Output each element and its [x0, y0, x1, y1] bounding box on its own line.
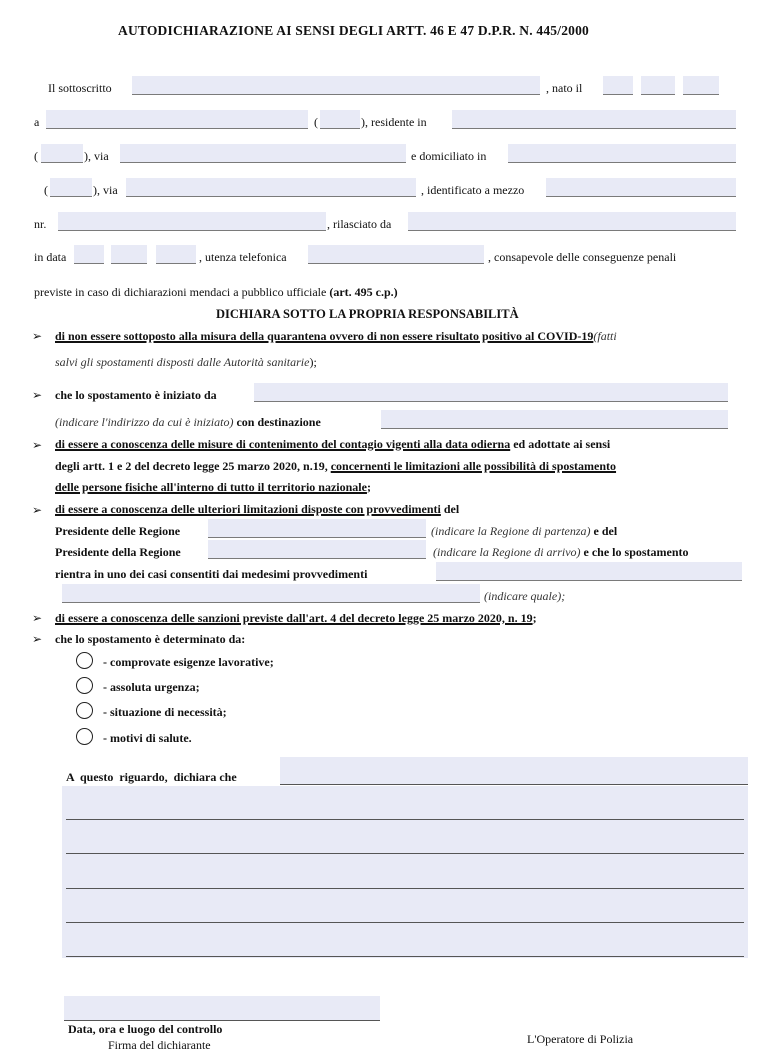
domicile-street-field[interactable] — [126, 178, 416, 197]
issue-year-field[interactable] — [156, 245, 196, 264]
declaration-reason: che lo spostamento è determinato da: — [55, 632, 246, 646]
declaration-start: che lo spostamento è iniziato da — [55, 388, 217, 402]
declaration-decree: degli artt. 1 e 2 del decreto legge 25 marzo 2020, n.19, concernenti le limitazioni alle possibilità di spostamento — [55, 459, 617, 473]
statement-line — [66, 922, 744, 923]
radio-circle-icon[interactable] — [76, 677, 93, 694]
birth-day-field[interactable] — [603, 76, 633, 95]
label-via-residenza: ), via — [84, 149, 109, 163]
statement-line — [66, 888, 744, 889]
label-sottoscritto: Il sottoscritto — [48, 81, 112, 95]
label-previste: previste in caso di dichiarazioni mendaci a pubblico ufficiale (art. 495 c.p.) — [34, 285, 398, 299]
birthplace-field[interactable] — [46, 110, 308, 129]
radio-circle-icon[interactable] — [76, 728, 93, 745]
statement-field-first[interactable] — [280, 757, 748, 784]
hint-arrival: (indicare la Regione di arrivo) e che lo spostamento — [433, 545, 689, 559]
birth-month-field[interactable] — [641, 76, 675, 95]
declaration-territory: delle persone fisiche all'interno di tutto il territorio nazionale; — [55, 480, 371, 494]
label-consapevole: , consapevole delle conseguenze penali — [488, 250, 677, 264]
hint-departure: (indicare la Regione di partenza) e del — [431, 524, 618, 538]
arrow-bullet-icon: ➢ — [32, 611, 43, 625]
arrow-bullet-icon: ➢ — [32, 503, 43, 517]
region-arrival-field[interactable] — [208, 540, 426, 559]
signature-line — [64, 1020, 380, 1021]
statement-line — [66, 853, 744, 854]
dichiara-heading: DICHIARA SOTTO LA PROPRIA RESPONSABILITÀ — [216, 307, 519, 321]
label-nato-il: , nato il — [546, 81, 583, 95]
option-urgenza: - assoluta urgenza; — [103, 680, 200, 694]
id-document-field[interactable] — [546, 178, 736, 197]
arrow-bullet-icon: ➢ — [32, 329, 43, 343]
arrow-bullet-icon: ➢ — [32, 438, 43, 452]
region-departure-field[interactable] — [208, 519, 426, 538]
start-address-field[interactable] — [254, 383, 728, 402]
residence-street-field[interactable] — [120, 144, 406, 163]
label-utenza: , utenza telefonica — [199, 250, 287, 264]
statement-line — [66, 956, 744, 957]
provision-field[interactable] — [436, 562, 742, 581]
radio-circle-icon[interactable] — [76, 652, 93, 669]
option-lavoro: - comprovate esigenze lavorative; — [103, 655, 274, 669]
label-rilasciato: , rilasciato da — [327, 217, 392, 231]
residence-province-field[interactable] — [41, 144, 83, 163]
declaration-dest: (indicare l'indirizzo da cui è iniziato) con destinazione — [55, 415, 321, 429]
declaration-quarantine: di non essere sottoposto alla misura della quarantena ovvero di non essere risultato positivo al COVID-19(fatti — [55, 329, 617, 343]
provision-field-cont[interactable] — [62, 584, 480, 603]
birth-province-field[interactable] — [320, 110, 360, 129]
label-residente: ), residente in — [361, 115, 427, 129]
label-domiciliato: e domiciliato in — [411, 149, 487, 163]
id-number-field[interactable] — [58, 212, 326, 231]
label-data-ora: Data, ora e luogo del controllo — [68, 1022, 223, 1036]
declaration-consentiti: rientra in uno dei casi consentiti dai medesimi provvedimenti — [55, 567, 368, 581]
label-nr: nr. — [34, 217, 47, 231]
paren-open: ( — [34, 149, 38, 163]
arrow-bullet-icon: ➢ — [32, 632, 43, 646]
paren-open: ( — [44, 183, 48, 197]
domicile-province-field[interactable] — [50, 178, 92, 197]
declaration-quarantine-cont: salvi gli spostamenti disposti dalle Autorità sanitarie); — [55, 355, 317, 369]
issued-by-field[interactable] — [408, 212, 736, 231]
option-necessita: - situazione di necessità; — [103, 705, 227, 719]
label-identificato: , identificato a mezzo — [421, 183, 525, 197]
form-title: AUTODICHIARAZIONE AI SENSI DEGLI ARTT. 46 E 47 D.P.R. N. 445/2000 — [118, 23, 589, 38]
art495-label: (art. 495 c.p.) — [329, 285, 398, 299]
birth-year-field[interactable] — [683, 76, 719, 95]
residence-city-field[interactable] — [452, 110, 736, 129]
statement-line — [66, 819, 744, 820]
issue-day-field[interactable] — [74, 245, 104, 264]
label-presidente-arrivo: Presidente della Regione — [55, 545, 181, 559]
option-salute: - motivi di salute. — [103, 731, 192, 745]
label-in-data: in data — [34, 250, 67, 264]
domicile-city-field[interactable] — [508, 144, 736, 163]
destination-field[interactable] — [381, 410, 728, 429]
declaration-limitations: di essere a conoscenza delle ulteriori limitazioni disposte con provvedimenti del — [55, 502, 460, 516]
declaration-contagion: di essere a conoscenza delle misure di contenimento del contagio vigenti alla data odierna ed adottate ai sensi — [55, 437, 611, 451]
declaration-sanctions: di essere a conoscenza delle sanzioni previste dall'art. 4 del decreto legge 25 marzo 2020, n. 19; — [55, 611, 537, 625]
radio-circle-icon[interactable] — [76, 702, 93, 719]
issue-month-field[interactable] — [111, 245, 147, 264]
statement-field[interactable] — [62, 786, 748, 958]
hint-quale: (indicare quale); — [484, 589, 566, 603]
label-a: a — [34, 115, 40, 129]
statement-line — [280, 784, 748, 785]
paren-open: ( — [314, 115, 318, 129]
label-operatore: L'Operatore di Polizia — [527, 1032, 634, 1046]
label-via-domicilio: ), via — [93, 183, 118, 197]
label-riguardo: A questo riguardo, dichiara che — [66, 770, 237, 784]
label-firma: Firma del dichiarante — [108, 1038, 211, 1052]
date-place-field[interactable] — [64, 996, 380, 1020]
arrow-bullet-icon: ➢ — [32, 388, 43, 402]
name-field[interactable] — [132, 76, 540, 95]
phone-field[interactable] — [308, 245, 484, 264]
label-presidente-partenza: Presidente delle Regione — [55, 524, 181, 538]
